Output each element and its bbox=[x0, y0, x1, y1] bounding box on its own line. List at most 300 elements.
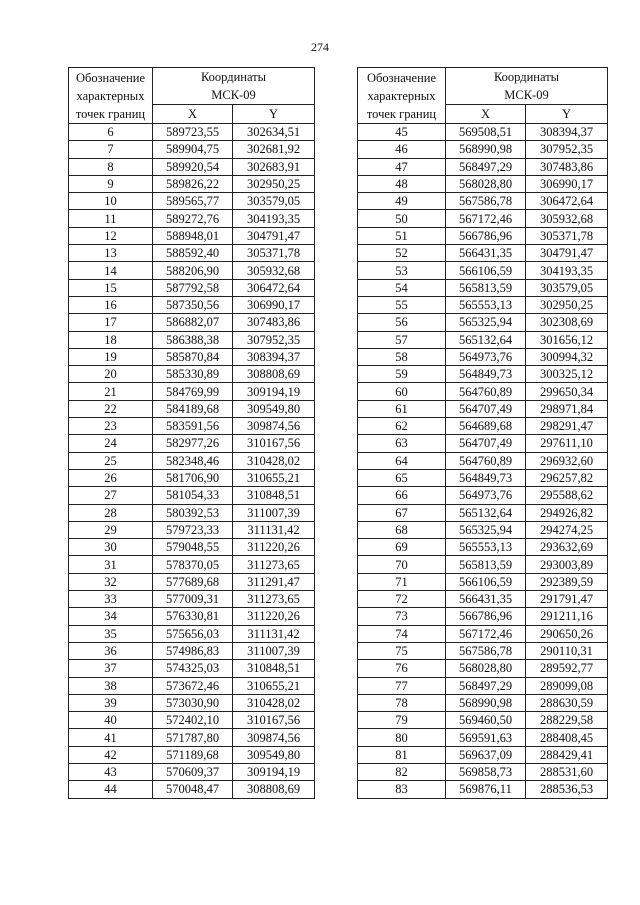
table-row bbox=[358, 193, 608, 210]
point-number-cell: 60 bbox=[358, 383, 446, 400]
point-number-cell: 30 bbox=[69, 539, 153, 556]
x-coordinate-cell: 569858,73 bbox=[446, 763, 526, 780]
point-number-cell: 56 bbox=[358, 314, 446, 331]
y-coordinate-cell: 293632,69 bbox=[526, 539, 608, 556]
y-coordinate-cell: 305932,68 bbox=[233, 262, 315, 279]
point-number-cell: 70 bbox=[358, 556, 446, 573]
y-coordinate-cell: 308394,37 bbox=[526, 124, 608, 141]
table-row bbox=[69, 694, 315, 711]
point-number-cell: 82 bbox=[358, 763, 446, 780]
x-coordinate-cell: 565132,64 bbox=[446, 331, 526, 348]
y-coordinate-cell: 288536,53 bbox=[526, 781, 608, 798]
y-coordinate-cell: 289099,08 bbox=[526, 677, 608, 694]
table-row bbox=[358, 573, 608, 590]
point-number-cell: 81 bbox=[358, 746, 446, 763]
table-row bbox=[69, 245, 315, 262]
point-number-cell: 74 bbox=[358, 625, 446, 642]
point-number-cell: 44 bbox=[69, 781, 153, 798]
x-coordinate-cell: 581706,90 bbox=[153, 469, 233, 486]
point-number-cell: 21 bbox=[69, 383, 153, 400]
table-row bbox=[69, 556, 315, 573]
point-label-header bbox=[358, 68, 446, 124]
x-coordinate-cell: 567586,78 bbox=[446, 193, 526, 210]
y-coordinate-cell: 302950,25 bbox=[526, 296, 608, 313]
table-row bbox=[358, 660, 608, 677]
point-number-cell: 25 bbox=[69, 452, 153, 469]
table-row bbox=[358, 729, 608, 746]
point-number-cell: 57 bbox=[358, 331, 446, 348]
x-coordinate-cell: 586388,38 bbox=[153, 331, 233, 348]
x-coordinate-cell: 568990,98 bbox=[446, 694, 526, 711]
y-coordinate-cell: 299650,34 bbox=[526, 383, 608, 400]
x-coordinate-cell: 589723,55 bbox=[153, 124, 233, 141]
x-coordinate-cell: 571787,80 bbox=[153, 729, 233, 746]
x-coordinate-cell: 564849,73 bbox=[446, 469, 526, 486]
y-coordinate-cell: 308808,69 bbox=[233, 366, 315, 383]
point-number-cell: 14 bbox=[69, 262, 153, 279]
table-row bbox=[358, 124, 608, 141]
x-coordinate-cell: 567172,46 bbox=[446, 210, 526, 227]
table-row bbox=[358, 210, 608, 227]
table-row bbox=[358, 141, 608, 158]
x-column-header: X bbox=[446, 105, 526, 124]
table-row bbox=[69, 227, 315, 244]
x-coordinate-cell: 575656,03 bbox=[153, 625, 233, 642]
point-number-cell: 59 bbox=[358, 366, 446, 383]
y-coordinate-cell: 309874,56 bbox=[233, 418, 315, 435]
x-coordinate-cell: 584769,99 bbox=[153, 383, 233, 400]
point-number-cell: 23 bbox=[69, 418, 153, 435]
y-coordinate-cell: 301656,12 bbox=[526, 331, 608, 348]
x-coordinate-cell: 587792,58 bbox=[153, 279, 233, 296]
table-row bbox=[358, 746, 608, 763]
point-number-cell: 20 bbox=[69, 366, 153, 383]
x-coordinate-cell: 566786,96 bbox=[446, 227, 526, 244]
point-number-cell: 33 bbox=[69, 591, 153, 608]
point-label-header bbox=[69, 68, 153, 124]
point-number-cell: 54 bbox=[358, 279, 446, 296]
x-coordinate-cell: 579723,33 bbox=[153, 521, 233, 538]
point-number-cell: 22 bbox=[69, 400, 153, 417]
table-row bbox=[69, 158, 315, 175]
coords-label-line: Координаты bbox=[200, 70, 267, 84]
point-number-cell: 17 bbox=[69, 314, 153, 331]
x-coordinate-cell: 579048,55 bbox=[153, 539, 233, 556]
point-number-cell: 12 bbox=[69, 227, 153, 244]
x-coordinate-cell: 569460,50 bbox=[446, 712, 526, 729]
point-number-cell: 35 bbox=[69, 625, 153, 642]
table-row bbox=[358, 556, 608, 573]
y-coordinate-cell: 302683,91 bbox=[233, 158, 315, 175]
y-coordinate-cell: 307483,86 bbox=[233, 314, 315, 331]
y-coordinate-cell: 311131,42 bbox=[233, 625, 315, 642]
y-coordinate-cell: 304791,47 bbox=[233, 227, 315, 244]
y-coordinate-cell: 310428,02 bbox=[233, 452, 315, 469]
y-coordinate-cell: 294274,25 bbox=[526, 521, 608, 538]
x-coordinate-cell: 567172,46 bbox=[446, 625, 526, 642]
point-number-cell: 73 bbox=[358, 608, 446, 625]
point-label-line: Обозначение bbox=[75, 70, 146, 85]
table-row bbox=[69, 608, 315, 625]
y-coordinate-cell: 311007,39 bbox=[233, 504, 315, 521]
table-row bbox=[69, 141, 315, 158]
table-row bbox=[358, 469, 608, 486]
y-coordinate-cell: 297611,10 bbox=[526, 435, 608, 452]
y-coordinate-cell: 290650,26 bbox=[526, 625, 608, 642]
point-number-cell: 77 bbox=[358, 677, 446, 694]
x-coordinate-cell: 566106,59 bbox=[446, 262, 526, 279]
x-coordinate-cell: 568497,29 bbox=[446, 158, 526, 175]
x-coordinate-cell: 588948,01 bbox=[153, 227, 233, 244]
coords-header bbox=[153, 68, 315, 105]
y-coordinate-cell: 309874,56 bbox=[233, 729, 315, 746]
x-coordinate-cell: 570609,37 bbox=[153, 763, 233, 780]
y-coordinate-cell: 304791,47 bbox=[526, 245, 608, 262]
y-coordinate-cell: 311273,65 bbox=[233, 556, 315, 573]
table-row bbox=[69, 348, 315, 365]
y-coordinate-cell: 306990,17 bbox=[526, 175, 608, 192]
coordinates-table-right bbox=[357, 67, 608, 799]
point-number-cell: 38 bbox=[69, 677, 153, 694]
x-coordinate-cell: 577689,68 bbox=[153, 573, 233, 590]
x-coordinate-cell: 573030,90 bbox=[153, 694, 233, 711]
table-row bbox=[69, 642, 315, 659]
y-coordinate-cell: 293003,89 bbox=[526, 556, 608, 573]
point-number-cell: 18 bbox=[69, 331, 153, 348]
x-coordinate-cell: 588206,90 bbox=[153, 262, 233, 279]
table-row bbox=[358, 591, 608, 608]
table-row bbox=[358, 694, 608, 711]
y-coordinate-cell: 307952,35 bbox=[233, 331, 315, 348]
point-number-cell: 7 bbox=[69, 141, 153, 158]
table-row bbox=[69, 435, 315, 452]
point-number-cell: 79 bbox=[358, 712, 446, 729]
table-row bbox=[358, 677, 608, 694]
table-row bbox=[358, 279, 608, 296]
x-coordinate-cell: 568497,29 bbox=[446, 677, 526, 694]
y-coordinate-cell: 295588,62 bbox=[526, 487, 608, 504]
y-coordinate-cell: 307952,35 bbox=[526, 141, 608, 158]
y-coordinate-cell: 306990,17 bbox=[233, 296, 315, 313]
y-coordinate-cell: 310848,51 bbox=[233, 660, 315, 677]
x-coordinate-cell: 566431,35 bbox=[446, 245, 526, 262]
table-row bbox=[358, 487, 608, 504]
x-coordinate-cell: 576330,81 bbox=[153, 608, 233, 625]
y-coordinate-cell: 289592,77 bbox=[526, 660, 608, 677]
point-number-cell: 71 bbox=[358, 573, 446, 590]
y-coordinate-cell: 307483,86 bbox=[526, 158, 608, 175]
point-number-cell: 76 bbox=[358, 660, 446, 677]
x-coordinate-cell: 568990,98 bbox=[446, 141, 526, 158]
point-number-cell: 75 bbox=[358, 642, 446, 659]
point-number-cell: 67 bbox=[358, 504, 446, 521]
point-number-cell: 31 bbox=[69, 556, 153, 573]
table-row bbox=[358, 504, 608, 521]
y-coordinate-cell: 310428,02 bbox=[233, 694, 315, 711]
x-coordinate-cell: 577009,31 bbox=[153, 591, 233, 608]
table-row bbox=[69, 418, 315, 435]
table-row bbox=[69, 400, 315, 417]
y-column-header: Y bbox=[526, 105, 608, 124]
coords-label-line: МСК-09 bbox=[504, 88, 549, 102]
point-number-cell: 26 bbox=[69, 469, 153, 486]
point-number-cell: 42 bbox=[69, 746, 153, 763]
x-coordinate-cell: 564973,76 bbox=[446, 487, 526, 504]
point-number-cell: 55 bbox=[358, 296, 446, 313]
table-row bbox=[358, 521, 608, 538]
x-coordinate-cell: 587350,56 bbox=[153, 296, 233, 313]
table-row bbox=[358, 314, 608, 331]
x-coordinate-cell: 566786,96 bbox=[446, 608, 526, 625]
x-coordinate-cell: 567586,78 bbox=[446, 642, 526, 659]
y-coordinate-cell: 310167,56 bbox=[233, 712, 315, 729]
y-coordinate-cell: 288630,59 bbox=[526, 694, 608, 711]
table-row bbox=[69, 677, 315, 694]
point-number-cell: 24 bbox=[69, 435, 153, 452]
point-number-cell: 83 bbox=[358, 781, 446, 798]
point-number-cell: 6 bbox=[69, 124, 153, 141]
x-coordinate-cell: 569876,11 bbox=[446, 781, 526, 798]
x-coordinate-cell: 572402,10 bbox=[153, 712, 233, 729]
x-coordinate-cell: 566106,59 bbox=[446, 573, 526, 590]
x-coordinate-cell: 582348,46 bbox=[153, 452, 233, 469]
x-coordinate-cell: 564707,49 bbox=[446, 400, 526, 417]
y-coordinate-cell: 306472,64 bbox=[233, 279, 315, 296]
point-label-line: точек границ bbox=[75, 106, 146, 121]
y-coordinate-cell: 302308,69 bbox=[526, 314, 608, 331]
x-coordinate-cell: 568028,80 bbox=[446, 660, 526, 677]
point-number-cell: 72 bbox=[358, 591, 446, 608]
x-coordinate-cell: 564973,76 bbox=[446, 348, 526, 365]
y-coordinate-cell: 311220,26 bbox=[233, 608, 315, 625]
point-number-cell: 32 bbox=[69, 573, 153, 590]
x-coordinate-cell: 589272,76 bbox=[153, 210, 233, 227]
x-coordinate-cell: 571189,68 bbox=[153, 746, 233, 763]
table-row bbox=[69, 210, 315, 227]
table-row bbox=[358, 383, 608, 400]
table-row bbox=[358, 331, 608, 348]
x-coordinate-cell: 578370,05 bbox=[153, 556, 233, 573]
y-coordinate-cell: 292389,59 bbox=[526, 573, 608, 590]
y-coordinate-cell: 296932,60 bbox=[526, 452, 608, 469]
y-coordinate-cell: 305371,78 bbox=[526, 227, 608, 244]
y-coordinate-cell: 298971,84 bbox=[526, 400, 608, 417]
point-number-cell: 11 bbox=[69, 210, 153, 227]
point-number-cell: 69 bbox=[358, 539, 446, 556]
table-row bbox=[69, 296, 315, 313]
y-coordinate-cell: 309549,80 bbox=[233, 746, 315, 763]
y-coordinate-cell: 309549,80 bbox=[233, 400, 315, 417]
table-row bbox=[69, 314, 315, 331]
point-number-cell: 68 bbox=[358, 521, 446, 538]
x-coordinate-cell: 564760,89 bbox=[446, 383, 526, 400]
x-coordinate-cell: 569508,51 bbox=[446, 124, 526, 141]
coords-label-line: МСК-09 bbox=[211, 88, 256, 102]
table-row bbox=[69, 729, 315, 746]
y-coordinate-cell: 303579,05 bbox=[526, 279, 608, 296]
point-number-cell: 15 bbox=[69, 279, 153, 296]
point-number-cell: 46 bbox=[358, 141, 446, 158]
table-row bbox=[69, 591, 315, 608]
table-row bbox=[358, 262, 608, 279]
y-coordinate-cell: 310655,21 bbox=[233, 469, 315, 486]
point-number-cell: 62 bbox=[358, 418, 446, 435]
point-number-cell: 9 bbox=[69, 175, 153, 192]
x-coordinate-cell: 585330,89 bbox=[153, 366, 233, 383]
table-row bbox=[69, 262, 315, 279]
x-coordinate-cell: 582977,26 bbox=[153, 435, 233, 452]
point-number-cell: 45 bbox=[358, 124, 446, 141]
table-row bbox=[69, 660, 315, 677]
x-coordinate-cell: 588592,40 bbox=[153, 245, 233, 262]
x-coordinate-cell: 574325,03 bbox=[153, 660, 233, 677]
table-row bbox=[358, 366, 608, 383]
table-row bbox=[69, 469, 315, 486]
table-row bbox=[69, 539, 315, 556]
point-number-cell: 16 bbox=[69, 296, 153, 313]
point-number-cell: 41 bbox=[69, 729, 153, 746]
table-row bbox=[358, 452, 608, 469]
x-coordinate-cell: 584189,68 bbox=[153, 400, 233, 417]
x-coordinate-cell: 589565,77 bbox=[153, 193, 233, 210]
x-coordinate-cell: 589904,75 bbox=[153, 141, 233, 158]
table-row bbox=[69, 366, 315, 383]
x-coordinate-cell: 564707,49 bbox=[446, 435, 526, 452]
x-coordinate-cell: 586882,07 bbox=[153, 314, 233, 331]
y-coordinate-cell: 296257,82 bbox=[526, 469, 608, 486]
table-row bbox=[69, 521, 315, 538]
table-row bbox=[358, 781, 608, 798]
y-coordinate-cell: 311131,42 bbox=[233, 521, 315, 538]
x-coordinate-cell: 565553,13 bbox=[446, 539, 526, 556]
y-coordinate-cell: 288408,45 bbox=[526, 729, 608, 746]
x-coordinate-cell: 569591,63 bbox=[446, 729, 526, 746]
x-coordinate-cell: 565553,13 bbox=[446, 296, 526, 313]
point-label-line: характерных bbox=[76, 88, 145, 103]
point-number-cell: 51 bbox=[358, 227, 446, 244]
y-coordinate-cell: 298291,47 bbox=[526, 418, 608, 435]
table-row bbox=[69, 746, 315, 763]
y-coordinate-cell: 288531,60 bbox=[526, 763, 608, 780]
y-coordinate-cell: 310655,21 bbox=[233, 677, 315, 694]
point-number-cell: 28 bbox=[69, 504, 153, 521]
y-coordinate-cell: 309194,19 bbox=[233, 383, 315, 400]
table-row bbox=[358, 227, 608, 244]
x-coordinate-cell: 564849,73 bbox=[446, 366, 526, 383]
table-row bbox=[358, 158, 608, 175]
table-row bbox=[69, 193, 315, 210]
table-row bbox=[358, 539, 608, 556]
y-coordinate-cell: 300994,32 bbox=[526, 348, 608, 365]
point-label-line: Обозначение bbox=[366, 70, 437, 85]
y-coordinate-cell: 290110,31 bbox=[526, 642, 608, 659]
y-coordinate-cell: 294926,82 bbox=[526, 504, 608, 521]
y-coordinate-cell: 291211,16 bbox=[526, 608, 608, 625]
point-number-cell: 49 bbox=[358, 193, 446, 210]
table-row bbox=[69, 279, 315, 296]
x-coordinate-cell: 573672,46 bbox=[153, 677, 233, 694]
y-coordinate-cell: 310848,51 bbox=[233, 487, 315, 504]
table-row bbox=[69, 573, 315, 590]
y-coordinate-cell: 308808,69 bbox=[233, 781, 315, 798]
x-coordinate-cell: 569637,09 bbox=[446, 746, 526, 763]
y-coordinate-cell: 304193,35 bbox=[233, 210, 315, 227]
table-row bbox=[358, 418, 608, 435]
table-row bbox=[69, 452, 315, 469]
x-column-header: X bbox=[153, 105, 233, 124]
table-row bbox=[358, 763, 608, 780]
point-number-cell: 10 bbox=[69, 193, 153, 210]
y-coordinate-cell: 311007,39 bbox=[233, 642, 315, 659]
x-coordinate-cell: 565813,59 bbox=[446, 279, 526, 296]
y-coordinate-cell: 288229,58 bbox=[526, 712, 608, 729]
y-coordinate-cell: 305371,78 bbox=[233, 245, 315, 262]
point-number-cell: 66 bbox=[358, 487, 446, 504]
point-number-cell: 52 bbox=[358, 245, 446, 262]
table-row bbox=[358, 625, 608, 642]
table-row bbox=[358, 348, 608, 365]
point-number-cell: 48 bbox=[358, 175, 446, 192]
point-number-cell: 40 bbox=[69, 712, 153, 729]
point-number-cell: 43 bbox=[69, 763, 153, 780]
table-row bbox=[69, 331, 315, 348]
x-coordinate-cell: 580392,53 bbox=[153, 504, 233, 521]
point-label-line: характерных bbox=[367, 88, 436, 103]
point-number-cell: 37 bbox=[69, 660, 153, 677]
point-number-cell: 64 bbox=[358, 452, 446, 469]
coords-header bbox=[446, 68, 608, 105]
point-label-line: точек границ bbox=[366, 106, 437, 121]
y-coordinate-cell: 303579,05 bbox=[233, 193, 315, 210]
table-row bbox=[69, 712, 315, 729]
y-coordinate-cell: 310167,56 bbox=[233, 435, 315, 452]
point-number-cell: 80 bbox=[358, 729, 446, 746]
point-number-cell: 39 bbox=[69, 694, 153, 711]
point-number-cell: 63 bbox=[358, 435, 446, 452]
x-coordinate-cell: 565325,94 bbox=[446, 521, 526, 538]
y-coordinate-cell: 304193,35 bbox=[526, 262, 608, 279]
point-number-cell: 27 bbox=[69, 487, 153, 504]
table-row bbox=[358, 245, 608, 262]
y-coordinate-cell: 305932,68 bbox=[526, 210, 608, 227]
y-coordinate-cell: 311291,47 bbox=[233, 573, 315, 590]
coords-label-line: Координаты bbox=[493, 70, 560, 84]
table-row bbox=[358, 175, 608, 192]
point-number-cell: 53 bbox=[358, 262, 446, 279]
point-number-cell: 34 bbox=[69, 608, 153, 625]
table-row bbox=[358, 642, 608, 659]
point-number-cell: 50 bbox=[358, 210, 446, 227]
y-coordinate-cell: 308394,37 bbox=[233, 348, 315, 365]
x-coordinate-cell: 566431,35 bbox=[446, 591, 526, 608]
table-row bbox=[69, 504, 315, 521]
y-coordinate-cell: 306472,64 bbox=[526, 193, 608, 210]
point-number-cell: 78 bbox=[358, 694, 446, 711]
table-row bbox=[69, 124, 315, 141]
point-number-cell: 29 bbox=[69, 521, 153, 538]
table-row bbox=[69, 781, 315, 798]
table-row bbox=[358, 296, 608, 313]
point-number-cell: 61 bbox=[358, 400, 446, 417]
table-row bbox=[358, 712, 608, 729]
y-coordinate-cell: 302681,92 bbox=[233, 141, 315, 158]
x-coordinate-cell: 570048,47 bbox=[153, 781, 233, 798]
x-coordinate-cell: 564689,68 bbox=[446, 418, 526, 435]
point-number-cell: 47 bbox=[358, 158, 446, 175]
y-coordinate-cell: 300325,12 bbox=[526, 366, 608, 383]
y-coordinate-cell: 311273,65 bbox=[233, 591, 315, 608]
x-coordinate-cell: 568028,80 bbox=[446, 175, 526, 192]
